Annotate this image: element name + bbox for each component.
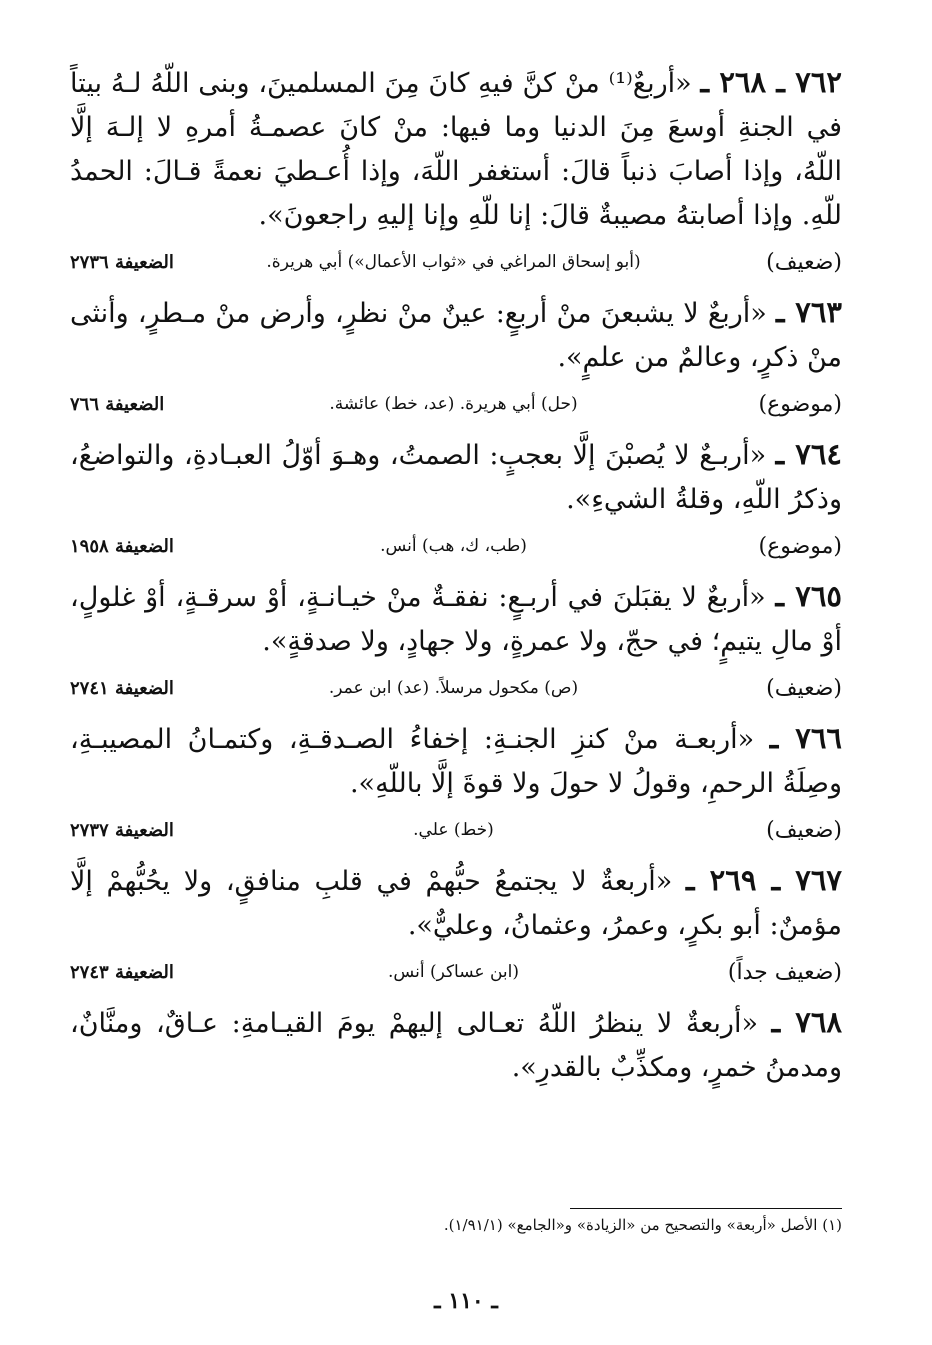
hadith-body: «أربعٌ لا يقبَلنَ في أربـعٍ: نفقـةٌ منْ خيـانـةٍ، أوْ سرقـةٍ، أوْ غلولٍ، أوْ مالِ يتيمٍ؛ في حجّ، ولا عمرةٍ، ولا جهادٍ، ولا صدقةٍ».: [70, 582, 842, 657]
hadith-number: ٧٦٨ ـ: [771, 1005, 842, 1039]
hadith-text: [70, 574, 842, 664]
hadith-entry: [70, 432, 842, 568]
hadith-body: «أربـعٌ لا يُصبْنَ إلَّا بعجبٍ: الصمتُ، وهـوَ أوّلُ العبـادةِ، والتواضعُ، وذكرُ اللّهِ، وقلةُ الشيءِ».: [70, 440, 842, 515]
grade-label: (موضوع): [758, 533, 842, 559]
grade-label: (ضعيف): [766, 249, 842, 275]
hadith-entry: [70, 574, 842, 710]
hadith-text: [70, 858, 842, 948]
reference: الضعيفة ٢٧٣٧: [70, 819, 174, 841]
hadith-entry: [70, 858, 842, 994]
grading-row: [70, 950, 842, 994]
reference: الضعيفة ٢٧٤١: [70, 677, 174, 699]
source-citation: (حل) أبي هريرة. (عد، خط) عائشة.: [329, 394, 578, 414]
hadith-text: [70, 432, 842, 522]
hadith-text: [70, 1000, 842, 1090]
hadith-entry: [70, 716, 842, 852]
hadith-body: «أربعةٌ لا ينظرُ اللّهُ تعـالى إليهمْ يومَ القيـامةِ: عـاقٌ، ومنَّانٌ، ومدمنُ خمرٍ، ومكذِّبٌ بالقدرِ».: [70, 1008, 842, 1083]
grading-row: [70, 524, 842, 568]
hadith-entry: [70, 290, 842, 426]
footnote: (١) الأصل «أربعة» والتصحيح من «الزيادة» و«الجامع» (١/٩١/١).: [443, 1216, 842, 1234]
hadith-number: ٧٦٧ ـ ٢٦٩ ـ: [686, 863, 842, 897]
hadith-number: ٧٦٤ ـ: [775, 437, 842, 471]
source-citation: (ابن عساكر) أنس.: [388, 962, 519, 982]
grade-label: (ضعيف): [766, 675, 842, 701]
hadith-body: «أربعـة منْ كنزِ الجنـةِ: إخفاءُ الصـدقـةِ، وكتمـانُ المصيبـةِ، وصِلَةُ الرحمِ، وقولُ لا حولَ ولا قوةَ إلَّا باللّهِ».: [70, 724, 842, 799]
hadith-body: «أربعٌ⁽¹⁾ منْ كنَّ فيهِ كانَ مِنَ المسلمينَ، وبنى اللّهُ لـهُ بيتاً في الجنةِ أوسعَ مِنَ الدنيا وما فيها: منْ كانَ عصمـةُ أمرهِ لا إلـهَ إلَّا اللّهُ، وإذا أصابَ ذنباً قالَ: أستغفر اللّهَ، وإذا أُعـطيَ نعمةً قـالَ: الحمدُ للّهِ. وإذا أصابتهُ مصيبةٌ قالَ: إنا للّهِ وإنا إليهِ راجعونَ».: [70, 68, 842, 231]
reference: الضعيفة ٧٦٦: [70, 393, 165, 415]
grade-label: (ضعيف جداً): [727, 959, 842, 985]
reference: الضعيفة ٢٧٣٦: [70, 251, 174, 273]
footnote-divider: [570, 1208, 842, 1209]
grading-row: [70, 382, 842, 426]
source-citation: (ص) مكحول مرسلاً. (عد) ابن عمر.: [328, 678, 579, 698]
hadith-number: ٧٦٢ ـ ٢٦٨ ـ: [700, 65, 842, 99]
reference: الضعيفة ١٩٥٨: [70, 535, 174, 557]
source-citation: (خط) علي.: [413, 820, 494, 840]
hadith-text: [70, 60, 842, 238]
document-page: [70, 60, 842, 1090]
hadith-number: ٧٦٦ ـ: [769, 721, 843, 755]
hadith-body: «أربعٌ لا يشبعنَ منْ أربعٍ: عينٌ منْ نظرٍ، وأرض منْ مـطرٍ، وأنثى منْ ذكرٍ، وعالمٌ من علمٍ».: [70, 298, 842, 373]
source-citation: (طب، ك، هب) أنس.: [380, 536, 527, 556]
reference: الضعيفة ٢٧٤٣: [70, 961, 174, 983]
grading-row: [70, 808, 842, 852]
source-citation: (أبو إسحاق المراغي في «ثواب الأعمال») أبي هريرة.: [266, 252, 641, 272]
hadith-text: [70, 716, 842, 806]
grade-label: (موضوع): [758, 391, 842, 417]
hadith-body: «أربعةٌ لا يجتمعُ حبُّهمْ في قلبِ منافقٍ، ولا يحُبُّهمْ إلَّا مؤمنٌ: أبو بكرٍ، وعمرُ، وعثمانُ، وعليٌّ».: [70, 866, 842, 941]
page-number: ـ ١١٠ ـ: [434, 1288, 498, 1314]
grade-label: (ضعيف): [766, 817, 842, 843]
hadith-number: ٧٦٣ ـ: [776, 295, 843, 329]
hadith-entry: [70, 1000, 842, 1090]
hadith-list: [70, 60, 842, 1090]
hadith-number: ٧٦٥ ـ: [775, 579, 843, 613]
hadith-text: [70, 290, 842, 380]
grading-row: [70, 666, 842, 710]
grading-row: [70, 240, 842, 284]
hadith-entry: [70, 60, 842, 284]
